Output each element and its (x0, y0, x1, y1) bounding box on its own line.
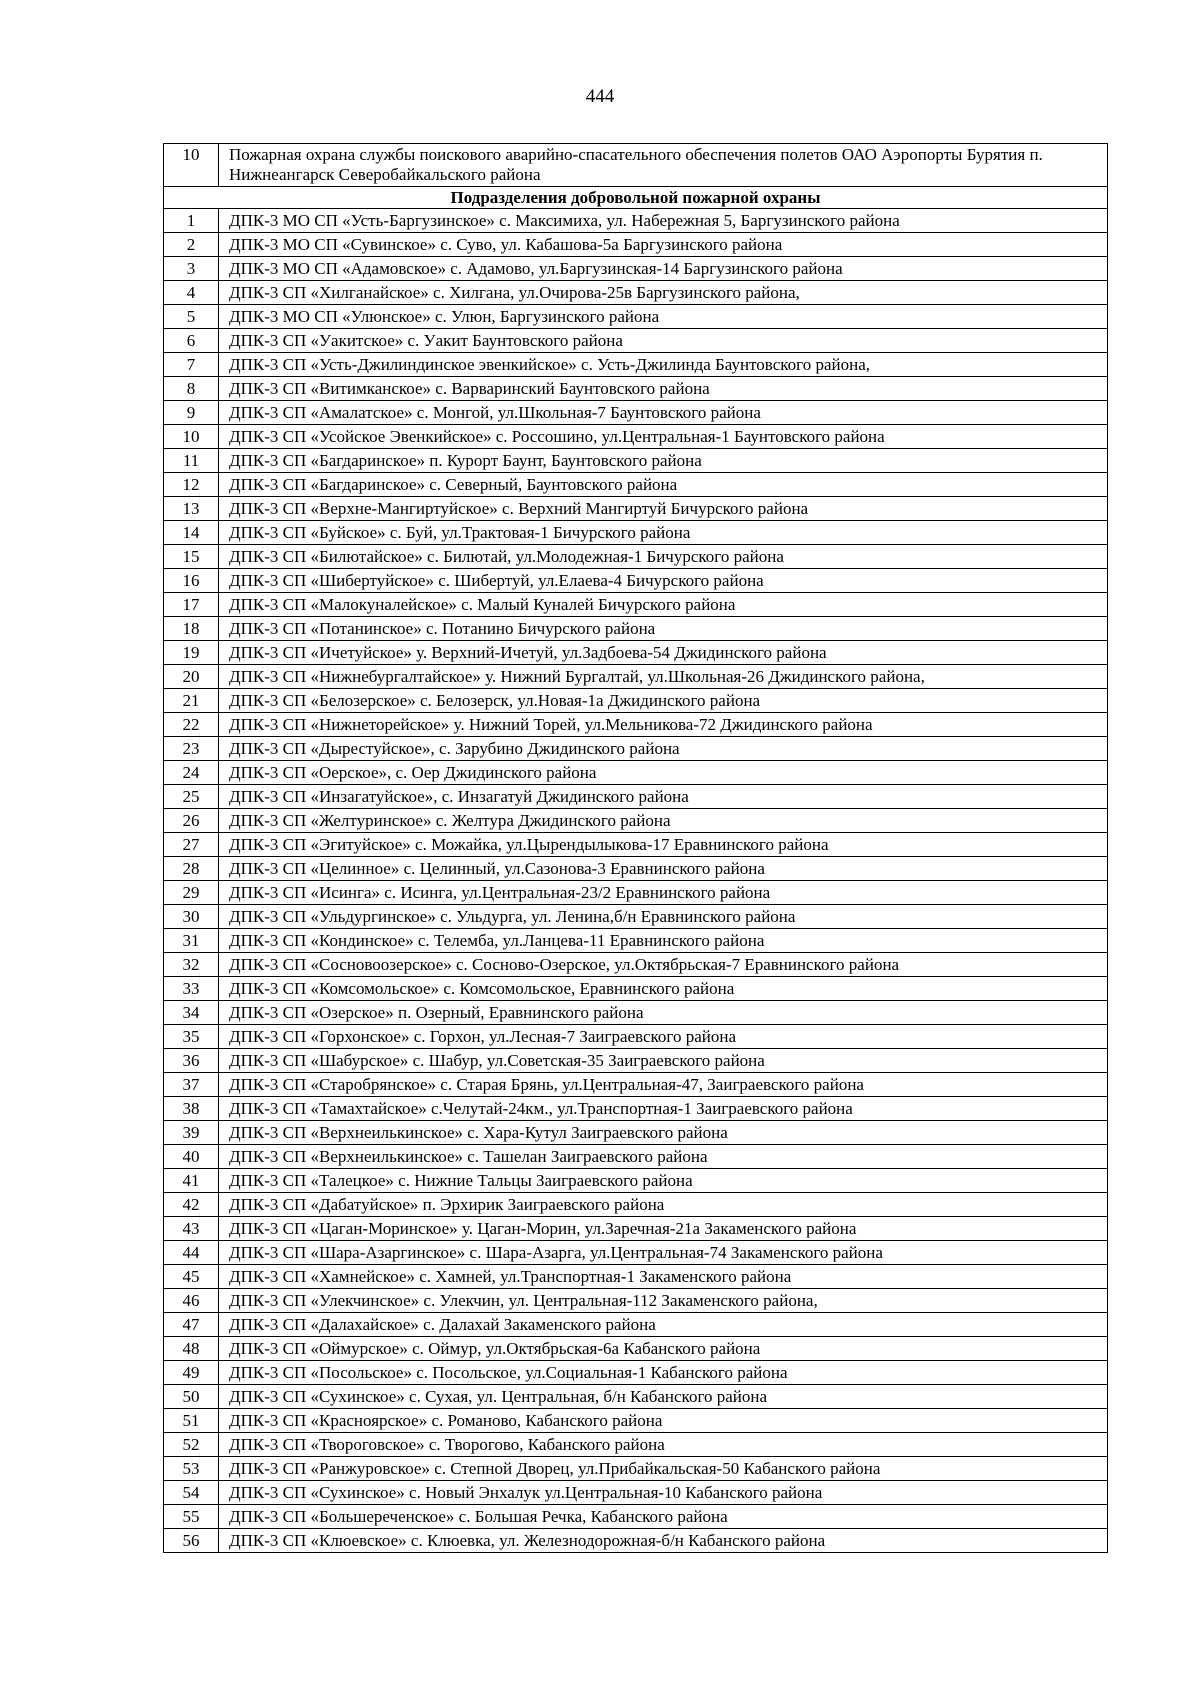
row-number: 38 (164, 1097, 219, 1121)
row-number: 18 (164, 617, 219, 641)
row-text: ДПК-3 СП «Шибертуйское» с. Шибертуй, ул.Елаева-4 Бичурского района (219, 569, 1108, 593)
table-row (164, 1385, 1108, 1409)
row-text: ДПК-3 СП «Кондинское» с. Телемба, ул.Ланцева-11 Еравнинского района (219, 929, 1108, 953)
row-number: 15 (164, 545, 219, 569)
row-text: ДПК-3 МО СП «Улюнское» с. Улюн, Баргузинского района (219, 305, 1108, 329)
row-number: 56 (164, 1529, 219, 1553)
row-number: 37 (164, 1073, 219, 1097)
row-number: 35 (164, 1025, 219, 1049)
table-row (164, 497, 1108, 521)
row-text: ДПК-3 МО СП «Сувинское» с. Суво, ул. Кабашова-5а Баргузинского района (219, 233, 1108, 257)
row-text: ДПК-3 СП «Озерское» п. Озерный, Еравнинского района (219, 1001, 1108, 1025)
table-row (164, 1409, 1108, 1433)
row-number: 10 (164, 144, 219, 187)
row-text: ДПК-3 СП «Старобрянское» с. Старая Брянь, ул.Центральная-47, Заиграевского района (219, 1073, 1108, 1097)
table-row (164, 281, 1108, 305)
row-text: ДПК-3 СП «Амалатское» с. Монгой, ул.Школьная-7 Баунтовского района (219, 401, 1108, 425)
table-row (164, 569, 1108, 593)
table-row (164, 737, 1108, 761)
table-row (164, 1481, 1108, 1505)
row-number: 47 (164, 1313, 219, 1337)
row-text: ДПК-3 СП «Нижнебургалтайское» у. Нижний Бургалтай, ул.Школьная-26 Джидинского района, (219, 665, 1108, 689)
row-number: 5 (164, 305, 219, 329)
row-number: 11 (164, 449, 219, 473)
row-number: 9 (164, 401, 219, 425)
table-row (164, 881, 1108, 905)
row-number: 53 (164, 1457, 219, 1481)
row-number: 54 (164, 1481, 219, 1505)
row-text: ДПК-3 СП «Цаган-Моринское» у. Цаган-Морин, ул.Заречная-21а Закаменского района (219, 1217, 1108, 1241)
row-text: ДПК-3 СП «Багдаринское» п. Курорт Баунт, Баунтовского района (219, 449, 1108, 473)
table-row (164, 257, 1108, 281)
row-text: ДПК-3 СП «Эгитуйское» с. Можайка, ул.Цырендылыкова-17 Еравнинского района (219, 833, 1108, 857)
row-text: ДПК-3 СП «Твороговское» с. Творогово, Кабанского района (219, 1433, 1108, 1457)
table-row (164, 449, 1108, 473)
row-text: ДПК-3 СП «Багдаринское» с. Северный, Баунтовского района (219, 473, 1108, 497)
row-number: 44 (164, 1241, 219, 1265)
table-row (164, 953, 1108, 977)
table-row (164, 233, 1108, 257)
table-row (164, 1121, 1108, 1145)
row-number: 25 (164, 785, 219, 809)
row-text: ДПК-3 СП «Усть-Джилиндинское эвенкийское» с. Усть-Джилинда Баунтовского района, (219, 353, 1108, 377)
table-row (164, 1529, 1108, 1553)
table-row (164, 1073, 1108, 1097)
table-row (164, 1457, 1108, 1481)
table-row (164, 1097, 1108, 1121)
row-number: 6 (164, 329, 219, 353)
table-row (164, 857, 1108, 881)
row-number: 22 (164, 713, 219, 737)
table-row (164, 353, 1108, 377)
table-row (164, 1361, 1108, 1385)
table-row (164, 617, 1108, 641)
row-text: ДПК-3 СП «Оймурское» с. Оймур, ул.Октябрьская-6а Кабанского района (219, 1337, 1108, 1361)
row-text: ДПК-3 СП «Уакитское» с. Уакит Баунтовского района (219, 329, 1108, 353)
table-row (164, 1241, 1108, 1265)
row-text: ДПК-3 СП «Сухинское» с. Сухая, ул. Центральная, б/н Кабанского района (219, 1385, 1108, 1409)
table-row (164, 665, 1108, 689)
row-text: ДПК-3 СП «Нижнеторейское» у. Нижний Торей, ул.Мельникова-72 Джидинского района (219, 713, 1108, 737)
row-number: 3 (164, 257, 219, 281)
row-text: ДПК-3 СП «Потанинское» с. Потанино Бичурского района (219, 617, 1108, 641)
row-number: 10 (164, 425, 219, 449)
row-number: 16 (164, 569, 219, 593)
table-body (164, 144, 1108, 1553)
row-text: ДПК-3 СП «Тамахтайское» с.Челутай-24км., ул.Транспортная-1 Заиграевского района (219, 1097, 1108, 1121)
row-text: ДПК-3 СП «Клюевское» с. Клюевка, ул. Железнодорожная-б/н Кабанского района (219, 1529, 1108, 1553)
table-row (164, 1001, 1108, 1025)
row-number: 4 (164, 281, 219, 305)
row-number: 43 (164, 1217, 219, 1241)
row-number: 31 (164, 929, 219, 953)
table-row (164, 1193, 1108, 1217)
row-number: 50 (164, 1385, 219, 1409)
row-text: ДПК-3 СП «Желтуринское» с. Желтура Джидинского района (219, 809, 1108, 833)
row-text: ДПК-3 СП «Красноярское» с. Романово, Кабанского района (219, 1409, 1108, 1433)
row-number: 20 (164, 665, 219, 689)
table-row (164, 144, 1108, 187)
row-number: 49 (164, 1361, 219, 1385)
row-number: 19 (164, 641, 219, 665)
row-text: ДПК-3 СП «Инзагатуйское», с. Инзагатуй Джидинского района (219, 785, 1108, 809)
row-text: Пожарная охрана службы поискового аварийно-спасательного обеспечения полетов ОАО Аэропорты Бурятия п. Нижнеангарск Северобайкальского района (219, 144, 1108, 187)
row-number: 41 (164, 1169, 219, 1193)
section-header-row (164, 187, 1108, 209)
table-row (164, 1433, 1108, 1457)
table-row (164, 785, 1108, 809)
row-text: ДПК-3 СП «Ульдургинское» с. Ульдурга, ул. Ленина,б/н Еравнинского района (219, 905, 1108, 929)
row-number: 17 (164, 593, 219, 617)
row-text: ДПК-3 СП «Витимканское» с. Варваринский Баунтовского района (219, 377, 1108, 401)
row-text: ДПК-3 СП «Верхне-Мангиртуйское» с. Верхний Мангиртуй Бичурского района (219, 497, 1108, 521)
row-number: 52 (164, 1433, 219, 1457)
row-text: ДПК-3 СП «Ичетуйское» у. Верхний-Ичетуй, ул.Задбоева-54 Джидинского района (219, 641, 1108, 665)
row-number: 48 (164, 1337, 219, 1361)
row-number: 32 (164, 953, 219, 977)
row-text: ДПК-3 СП «Горхонское» с. Горхон, ул.Лесная-7 Заиграевского района (219, 1025, 1108, 1049)
row-text: ДПК-3 СП «Дабатуйское» п. Эрхирик Заиграевского района (219, 1193, 1108, 1217)
row-text: ДПК-3 СП «Буйское» с. Буй, ул.Трактовая-1 Бичурского района (219, 521, 1108, 545)
row-number: 28 (164, 857, 219, 881)
row-number: 23 (164, 737, 219, 761)
row-text: ДПК-3 СП «Верхнеилькинское» с. Хара-Кутул Заиграевского района (219, 1121, 1108, 1145)
row-text: ДПК-3 СП «Целинное» с. Целинный, ул.Сазонова-3 Еравнинского района (219, 857, 1108, 881)
row-number: 24 (164, 761, 219, 785)
row-number: 1 (164, 209, 219, 233)
table-row (164, 401, 1108, 425)
table-row (164, 593, 1108, 617)
row-number: 12 (164, 473, 219, 497)
row-text: ДПК-3 СП «Дырестуйское», с. Зарубино Джидинского района (219, 737, 1108, 761)
table-row (164, 1313, 1108, 1337)
row-number: 55 (164, 1505, 219, 1529)
page-number: 444 (585, 86, 615, 107)
table-row (164, 545, 1108, 569)
table-row (164, 1265, 1108, 1289)
row-text: ДПК-3 СП «Малокуналейское» с. Малый Куналей Бичурского района (219, 593, 1108, 617)
row-number: 51 (164, 1409, 219, 1433)
table-row (164, 905, 1108, 929)
row-text: ДПК-3 СП «Хамнейское» с. Хамней, ул.Транспортная-1 Закаменского района (219, 1265, 1108, 1289)
row-text: ДПК-3 СП «Хилганайское» с. Хилгана, ул.Очирова-25в Баргузинского района, (219, 281, 1108, 305)
table-row (164, 1025, 1108, 1049)
row-text: ДПК-3 СП «Белозерское» с. Белозерск, ул.Новая-1а Джидинского района (219, 689, 1108, 713)
row-number: 36 (164, 1049, 219, 1073)
row-text: ДПК-3 СП «Талецкое» с. Нижние Тальцы Заиграевского района (219, 1169, 1108, 1193)
row-text: ДПК-3 СП «Верхнеилькинское» с. Ташелан Заиграевского района (219, 1145, 1108, 1169)
table-row (164, 1049, 1108, 1073)
table-row (164, 761, 1108, 785)
table-row (164, 1217, 1108, 1241)
table-row (164, 425, 1108, 449)
row-number: 29 (164, 881, 219, 905)
row-number: 26 (164, 809, 219, 833)
row-number: 8 (164, 377, 219, 401)
row-number: 42 (164, 1193, 219, 1217)
row-number: 39 (164, 1121, 219, 1145)
row-number: 13 (164, 497, 219, 521)
row-text: ДПК-3 СП «Далахайское» с. Далахай Закаменского района (219, 1313, 1108, 1337)
row-number: 45 (164, 1265, 219, 1289)
row-text: ДПК-3 СП «Усойское Эвенкийское» с. Россошино, ул.Центральная-1 Баунтовского района (219, 425, 1108, 449)
table-row (164, 1145, 1108, 1169)
table-row (164, 809, 1108, 833)
row-number: 2 (164, 233, 219, 257)
table-row (164, 329, 1108, 353)
row-number: 34 (164, 1001, 219, 1025)
table-row (164, 977, 1108, 1001)
table-row (164, 209, 1108, 233)
row-text: ДПК-3 СП «Большереченское» с. Большая Речка, Кабанского района (219, 1505, 1108, 1529)
row-text: ДПК-3 МО СП «Адамовское» с. Адамово, ул.Баргузинская-14 Баргузинского района (219, 257, 1108, 281)
row-text: ДПК-3 МО СП «Усть-Баргузинское» с. Максимиха, ул. Набережная 5, Баргузинского района (219, 209, 1108, 233)
table-row (164, 1505, 1108, 1529)
table-row (164, 641, 1108, 665)
table-row (164, 377, 1108, 401)
row-text: ДПК-3 СП «Улекчинское» с. Улекчин, ул. Центральная-112 Закаменского района, (219, 1289, 1108, 1313)
table-row (164, 305, 1108, 329)
table-row (164, 833, 1108, 857)
table-row (164, 521, 1108, 545)
row-text: ДПК-3 СП «Комсомольское» с. Комсомольское, Еравнинского района (219, 977, 1108, 1001)
section-title: Подразделения добровольной пожарной охраны (164, 187, 1108, 209)
row-number: 27 (164, 833, 219, 857)
table-row (164, 473, 1108, 497)
row-text: ДПК-3 СП «Шабурское» с. Шабур, ул.Советская-35 Заиграевского района (219, 1049, 1108, 1073)
table-row (164, 689, 1108, 713)
row-text: ДПК-3 СП «Сосновоозерское» с. Сосново-Озерское, ул.Октябрьская-7 Еравнинского района (219, 953, 1108, 977)
row-number: 40 (164, 1145, 219, 1169)
table-row (164, 1289, 1108, 1313)
row-number: 30 (164, 905, 219, 929)
row-text: ДПК-3 СП «Посольское» с. Посольское, ул.Социальная-1 Кабанского района (219, 1361, 1108, 1385)
row-number: 7 (164, 353, 219, 377)
row-text: ДПК-3 СП «Шара-Азаргинское» с. Шара-Азарга, ул.Центральная-74 Закаменского района (219, 1241, 1108, 1265)
row-number: 46 (164, 1289, 219, 1313)
table-row (164, 1169, 1108, 1193)
table-row (164, 713, 1108, 737)
row-text: ДПК-3 СП «Оерское», с. Оер Джидинского района (219, 761, 1108, 785)
row-text: ДПК-3 СП «Сухинское» с. Новый Энхалук ул.Центральная-10 Кабанского района (219, 1481, 1108, 1505)
row-text: ДПК-3 СП «Ранжуровское» с. Степной Дворец, ул.Прибайкальская-50 Кабанского района (219, 1457, 1108, 1481)
row-text: ДПК-3 СП «Билютайское» с. Билютай, ул.Молодежная-1 Бичурского района (219, 545, 1108, 569)
table-row (164, 929, 1108, 953)
row-number: 14 (164, 521, 219, 545)
table-row (164, 1337, 1108, 1361)
fire-units-table (163, 143, 1108, 1553)
row-number: 21 (164, 689, 219, 713)
row-number: 33 (164, 977, 219, 1001)
row-text: ДПК-3 СП «Исинга» с. Исинга, ул.Центральная-23/2 Еравнинского района (219, 881, 1108, 905)
